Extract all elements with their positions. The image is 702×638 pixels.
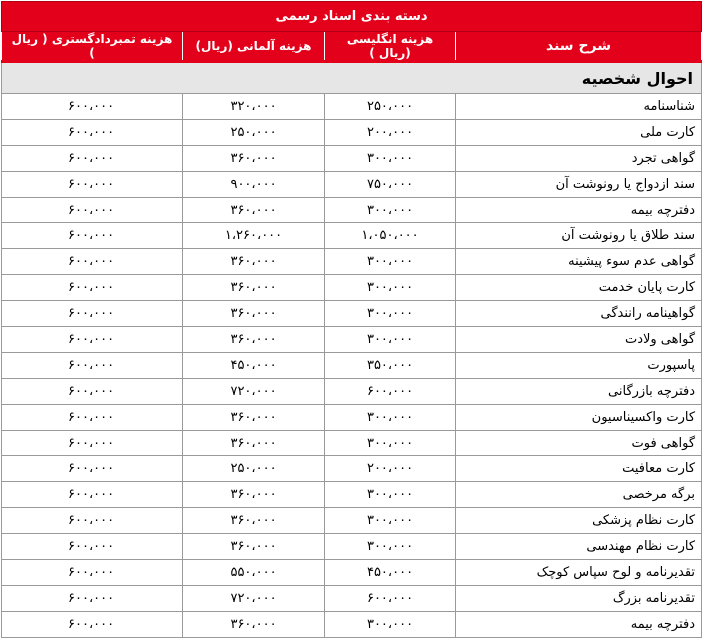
table-row: [2, 585, 702, 611]
german-cost-cell: ۳۶۰،۰۰۰: [183, 534, 325, 560]
stamp-cost-cell: ۶۰۰،۰۰۰: [2, 482, 183, 508]
doc-name-cell: دفترچه بازرگانی: [456, 378, 702, 404]
table-row: [2, 611, 702, 637]
english-cost-cell: ۳۰۰،۰۰۰: [325, 534, 456, 560]
stamp-cost-cell: ۶۰۰،۰۰۰: [2, 301, 183, 327]
stamp-cost-cell: ۶۰۰،۰۰۰: [2, 508, 183, 534]
official-documents-price-table: [1, 1, 702, 638]
header-english-cost: هزینه انگلیسی (ریال ): [325, 32, 456, 62]
table-title: دسته بندی اسناد رسمی: [2, 2, 702, 32]
section-title: احوال شخصیه: [2, 62, 702, 94]
german-cost-cell: ۳۶۰،۰۰۰: [183, 430, 325, 456]
german-cost-cell: ۳۶۰،۰۰۰: [183, 404, 325, 430]
german-cost-cell: ۵۵۰،۰۰۰: [183, 560, 325, 586]
stamp-cost-cell: ۶۰۰،۰۰۰: [2, 352, 183, 378]
header-stamp-cost: هزینه تمبردادگستری ( ریال ): [2, 32, 183, 62]
german-cost-cell: ۲۵۰،۰۰۰: [183, 119, 325, 145]
table-title-row: [2, 2, 702, 32]
stamp-cost-cell: ۶۰۰،۰۰۰: [2, 560, 183, 586]
german-cost-cell: ۷۲۰،۰۰۰: [183, 378, 325, 404]
stamp-cost-cell: ۶۰۰،۰۰۰: [2, 430, 183, 456]
doc-name-cell: سند طلاق یا رونوشت آن: [456, 223, 702, 249]
stamp-cost-cell: ۶۰۰،۰۰۰: [2, 585, 183, 611]
table-row: [2, 456, 702, 482]
english-cost-cell: ۳۰۰،۰۰۰: [325, 508, 456, 534]
doc-name-cell: برگه مرخصی: [456, 482, 702, 508]
english-cost-cell: ۳۰۰،۰۰۰: [325, 275, 456, 301]
table-row: [2, 223, 702, 249]
stamp-cost-cell: ۶۰۰،۰۰۰: [2, 378, 183, 404]
stamp-cost-cell: ۶۰۰،۰۰۰: [2, 223, 183, 249]
doc-name-cell: گواهی فوت: [456, 430, 702, 456]
doc-name-cell: تقدیرنامه بزرگ: [456, 585, 702, 611]
german-cost-cell: ۳۶۰،۰۰۰: [183, 275, 325, 301]
stamp-cost-cell: ۶۰۰،۰۰۰: [2, 94, 183, 120]
english-cost-cell: ۶۰۰،۰۰۰: [325, 378, 456, 404]
doc-name-cell: کارت نظام مهندسی: [456, 534, 702, 560]
english-cost-cell: ۳۰۰،۰۰۰: [325, 404, 456, 430]
doc-name-cell: کارت نظام پزشکی: [456, 508, 702, 534]
table-row: [2, 119, 702, 145]
stamp-cost-cell: ۶۰۰،۰۰۰: [2, 145, 183, 171]
english-cost-cell: ۳۰۰،۰۰۰: [325, 430, 456, 456]
german-cost-cell: ۳۶۰،۰۰۰: [183, 145, 325, 171]
table-header-row: [2, 32, 702, 62]
german-cost-cell: ۴۵۰،۰۰۰: [183, 352, 325, 378]
table-row: [2, 378, 702, 404]
english-cost-cell: ۳۰۰،۰۰۰: [325, 327, 456, 353]
english-cost-cell: ۲۰۰،۰۰۰: [325, 456, 456, 482]
table-row: [2, 534, 702, 560]
doc-name-cell: کارت پایان خدمت: [456, 275, 702, 301]
table-row: [2, 508, 702, 534]
table-row: [2, 171, 702, 197]
price-table-container: [1, 1, 701, 635]
table-row: [2, 249, 702, 275]
stamp-cost-cell: ۶۰۰،۰۰۰: [2, 275, 183, 301]
table-row: [2, 560, 702, 586]
german-cost-cell: ۳۶۰،۰۰۰: [183, 611, 325, 637]
stamp-cost-cell: ۶۰۰،۰۰۰: [2, 171, 183, 197]
english-cost-cell: ۳۰۰،۰۰۰: [325, 611, 456, 637]
doc-name-cell: سند ازدواج یا رونوشت آن: [456, 171, 702, 197]
german-cost-cell: ۳۶۰،۰۰۰: [183, 482, 325, 508]
table-row: [2, 404, 702, 430]
german-cost-cell: ۱،۲۶۰،۰۰۰: [183, 223, 325, 249]
german-cost-cell: ۳۲۰،۰۰۰: [183, 94, 325, 120]
german-cost-cell: ۲۵۰،۰۰۰: [183, 456, 325, 482]
german-cost-cell: ۷۲۰،۰۰۰: [183, 585, 325, 611]
header-description: شرح سند: [456, 32, 702, 62]
doc-name-cell: کارت واکسیناسیون: [456, 404, 702, 430]
doc-name-cell: پاسپورت: [456, 352, 702, 378]
english-cost-cell: ۶۰۰،۰۰۰: [325, 585, 456, 611]
doc-name-cell: کارت معافیت: [456, 456, 702, 482]
table-row: [2, 301, 702, 327]
stamp-cost-cell: ۶۰۰،۰۰۰: [2, 611, 183, 637]
header-german-cost: هزینه آلمانی (ریال): [183, 32, 325, 62]
doc-name-cell: دفترچه بیمه: [456, 611, 702, 637]
german-cost-cell: ۹۰۰،۰۰۰: [183, 171, 325, 197]
doc-name-cell: گواهینامه رانندگی: [456, 301, 702, 327]
table-row: [2, 430, 702, 456]
english-cost-cell: ۲۰۰،۰۰۰: [325, 119, 456, 145]
german-cost-cell: ۳۶۰،۰۰۰: [183, 327, 325, 353]
english-cost-cell: ۳۰۰،۰۰۰: [325, 301, 456, 327]
english-cost-cell: ۴۵۰،۰۰۰: [325, 560, 456, 586]
table-row: [2, 94, 702, 120]
stamp-cost-cell: ۶۰۰،۰۰۰: [2, 327, 183, 353]
stamp-cost-cell: ۶۰۰،۰۰۰: [2, 249, 183, 275]
section-row: [2, 62, 702, 94]
english-cost-cell: ۲۵۰،۰۰۰: [325, 94, 456, 120]
table-row: [2, 352, 702, 378]
english-cost-cell: ۳۰۰،۰۰۰: [325, 482, 456, 508]
doc-name-cell: تقدیرنامه و لوح سپاس کوچک: [456, 560, 702, 586]
doc-name-cell: گواهی عدم سوء پیشینه: [456, 249, 702, 275]
table-row: [2, 327, 702, 353]
stamp-cost-cell: ۶۰۰،۰۰۰: [2, 197, 183, 223]
english-cost-cell: ۱،۰۵۰،۰۰۰: [325, 223, 456, 249]
german-cost-cell: ۳۶۰،۰۰۰: [183, 249, 325, 275]
german-cost-cell: ۳۶۰،۰۰۰: [183, 301, 325, 327]
german-cost-cell: ۳۶۰،۰۰۰: [183, 508, 325, 534]
table-row: [2, 197, 702, 223]
table-row: [2, 275, 702, 301]
doc-name-cell: گواهی ولادت: [456, 327, 702, 353]
english-cost-cell: ۷۵۰،۰۰۰: [325, 171, 456, 197]
stamp-cost-cell: ۶۰۰،۰۰۰: [2, 404, 183, 430]
doc-name-cell: گواهی تجرد: [456, 145, 702, 171]
english-cost-cell: ۳۰۰،۰۰۰: [325, 249, 456, 275]
doc-name-cell: کارت ملی: [456, 119, 702, 145]
english-cost-cell: ۳۵۰،۰۰۰: [325, 352, 456, 378]
table-row: [2, 145, 702, 171]
table-row: [2, 482, 702, 508]
german-cost-cell: ۳۶۰،۰۰۰: [183, 197, 325, 223]
english-cost-cell: ۳۰۰،۰۰۰: [325, 145, 456, 171]
stamp-cost-cell: ۶۰۰،۰۰۰: [2, 456, 183, 482]
doc-name-cell: شناسنامه: [456, 94, 702, 120]
english-cost-cell: ۳۰۰،۰۰۰: [325, 197, 456, 223]
doc-name-cell: دفترچه بیمه: [456, 197, 702, 223]
stamp-cost-cell: ۶۰۰،۰۰۰: [2, 119, 183, 145]
stamp-cost-cell: ۶۰۰،۰۰۰: [2, 534, 183, 560]
